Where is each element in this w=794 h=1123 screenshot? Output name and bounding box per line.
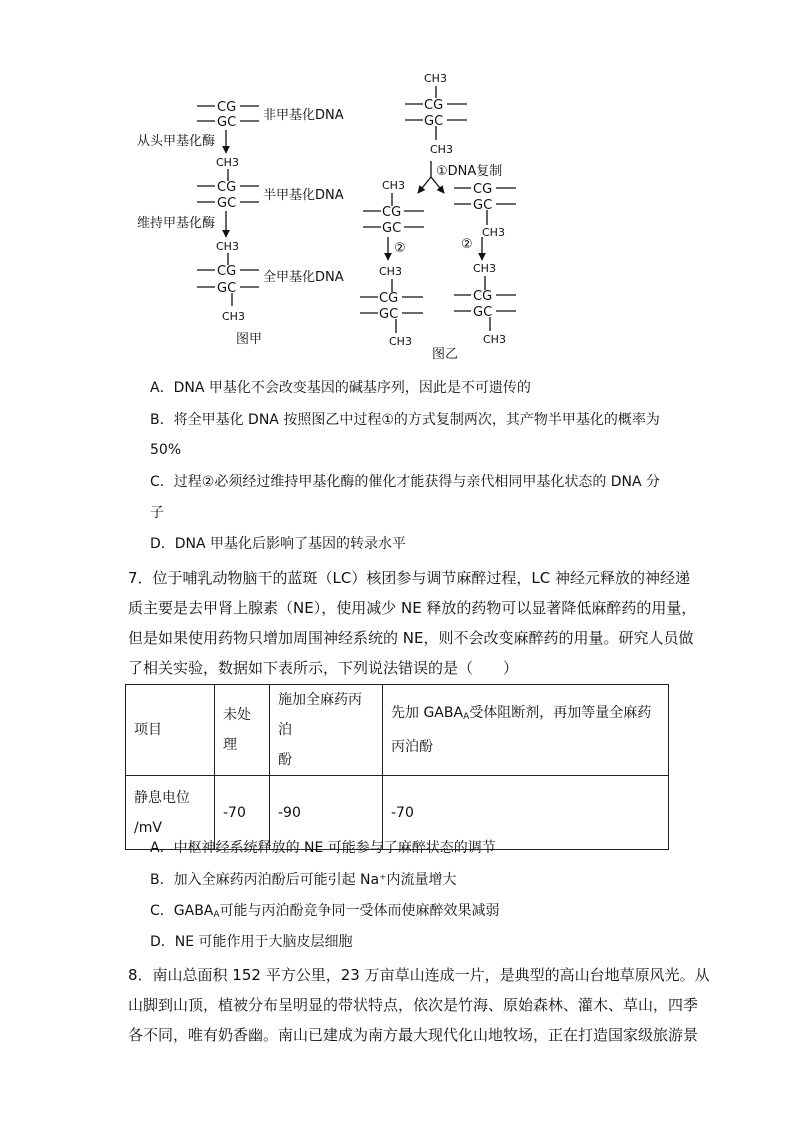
methyl-label: CH3	[382, 179, 405, 192]
table-header-propofol: 施加全麻药丙泊 酚	[270, 685, 383, 776]
label-de-novo-methylase: 从头甲基化酶	[137, 134, 216, 149]
label-hemimethylated-dna: 半甲基化DNA	[263, 188, 344, 203]
q8-stem-line3: 各不同，唯有奶香幽。南山已建成为南方最大现代化山地牧场，正在打造国家级旅游景	[128, 1026, 699, 1044]
q6-option-a: A．DNA 甲基化不会改变基因的碱基序列，因此是不可遗传的	[150, 380, 531, 396]
q7-stem-line2: 质主要是去甲肾上腺素（NE），使用减少 NE 释放的药物可以显著降低麻醉药的用量，	[128, 599, 697, 617]
gc-label: GC	[217, 281, 237, 296]
cg-label: CG	[473, 289, 493, 304]
methyl-label: CH3	[389, 335, 412, 348]
gc-label: GC	[217, 196, 237, 211]
table-cell-propofol: -90	[270, 776, 383, 850]
q6-option-d: D．DNA 甲基化后影响了基因的转录水平	[150, 536, 407, 552]
gc-label: GC	[379, 307, 399, 322]
cg-label: CG	[217, 180, 237, 195]
table-row-label-resting-potential: 静息电位 /mV	[126, 776, 215, 850]
table-header-untreated: 未处 理	[215, 685, 270, 776]
cg-label: CG	[217, 100, 237, 115]
q7-option-c: C．$GABA_A$可能与丙泊酚竞争同一受体而使麻醉效果减弱	[150, 903, 500, 920]
methyl-label: CH3	[216, 156, 239, 169]
q7-stem-line3: 但是如果使用药物只增加周围神经系统的 NE，则不会改变麻醉药的用量。研究人员做	[128, 629, 694, 647]
cg-label: CG	[382, 205, 402, 220]
label-step1-replication: ①DNA复制	[436, 164, 503, 179]
label-maintenance-methylase: 维持甲基化酶	[137, 216, 216, 231]
gc-label: GC	[382, 221, 402, 236]
caption-figure-jia: 图甲	[236, 332, 263, 347]
label-step2: ②	[461, 237, 473, 252]
q7-stem-line4: 了相关实验，数据如下表所示，下列说法错误的是（ ）	[128, 659, 519, 677]
q8-stem-line1: 8．南山总面积 152 平方公里，23 万亩草山连成一片，是典型的高山台地草原风光。从	[128, 966, 710, 984]
gc-label: GC	[473, 198, 493, 213]
methyl-label: CH3	[482, 226, 505, 239]
methyl-label: CH3	[424, 72, 447, 85]
gc-label: GC	[424, 114, 444, 129]
q7-option-d: D．NE 可能作用于大脑皮层细胞	[150, 934, 353, 950]
cg-label: CG	[217, 264, 237, 279]
q6-option-c-cont: 子	[150, 505, 164, 521]
table-cell-untreated: -70	[215, 776, 270, 850]
figure-jia-text	[137, 100, 344, 347]
methyl-label: CH3	[430, 143, 453, 156]
cg-label: CG	[473, 182, 493, 197]
cg-label: CG	[379, 291, 399, 306]
label-unmethylated-dna: 非甲基化DNA	[263, 108, 344, 123]
methyl-label: CH3	[222, 310, 245, 323]
caption-figure-yi: 图乙	[432, 347, 459, 362]
q6-option-b-cont: 50%	[150, 442, 182, 458]
methyl-label: CH3	[483, 333, 506, 346]
gc-label: GC	[217, 115, 237, 130]
table-cell-gaba-blocker: -70	[383, 776, 669, 850]
q8-stem-line2: 山脚到山顶，植被分布呈明显的带状特点，依次是竹海、原始森林、灌木、草山，四季	[128, 996, 699, 1014]
q7-stem-line1: 7．位于哺乳动物脑干的蓝斑（LC）核团参与调节麻醉过程，LC 神经元释放的神经递	[128, 569, 690, 587]
table-header-item: 项目	[126, 685, 215, 776]
cg-label: CG	[424, 98, 444, 113]
dna-methylation-figure	[0, 0, 794, 370]
q6-option-b: B．将全甲基化 DNA 按照图乙中过程①的方式复制两次，其产物半甲基化的概率为	[150, 412, 660, 428]
methyl-label: CH3	[379, 265, 402, 278]
label-fully-methylated-dna: 全甲基化DNA	[263, 270, 344, 285]
table-header-gaba-blocker: 先加 $GABA_A$受体阻断剂，再加等量全麻药 丙泊酚	[383, 685, 669, 776]
q7-option-b: B．加入全麻药丙泊酚后可能引起 Na⁺内流量增大	[150, 872, 457, 888]
methyl-label: CH3	[473, 262, 496, 275]
methyl-label: CH3	[216, 240, 239, 253]
q7-data-table	[125, 684, 669, 850]
gc-label: GC	[473, 305, 493, 320]
q7-option-a: A．中枢神经系统释放的 NE 可能参与了麻醉状态的调节	[150, 840, 496, 856]
label-step2: ②	[394, 241, 406, 256]
q6-option-c: C．过程②必须经过维持甲基化酶的催化才能获得与亲代相同甲基化状态的 DNA 分	[150, 474, 661, 490]
